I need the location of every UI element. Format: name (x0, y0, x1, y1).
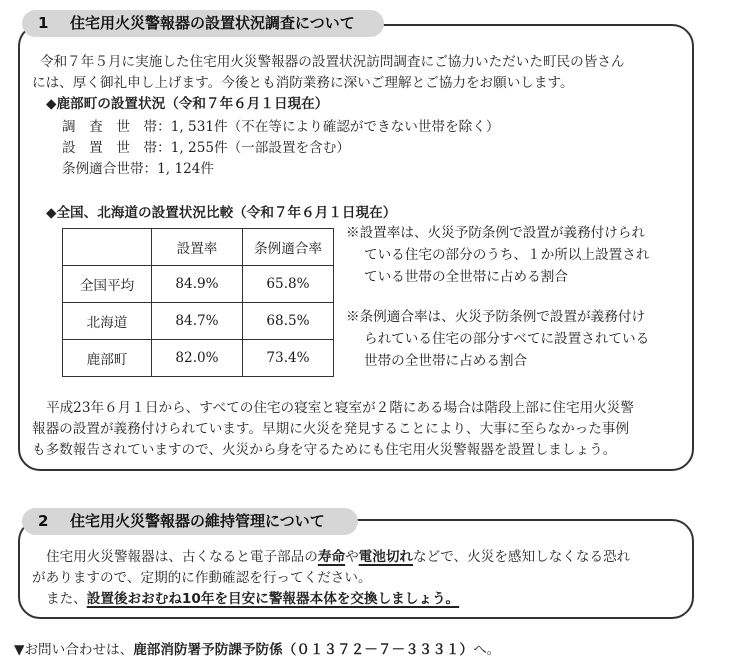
table-cell: 73.4% (243, 340, 334, 377)
note-install-rate-2: ている住宅の部分のうち、１か所以上設置され (364, 247, 650, 263)
contact-line (14, 640, 500, 660)
table-row-label: 全国平均 (63, 266, 152, 303)
status-line-surveyed: 調 査 世 帯：1, 531件（不在等により確認ができない世帯を除く） (62, 119, 500, 135)
note-compliance-rate-1: ※条例適合率は、火災予防条例で設置が義務付け (346, 309, 646, 325)
comparison-table (62, 228, 334, 377)
table-row (63, 303, 334, 340)
table-row (63, 266, 334, 303)
table-row-label: 鹿部町 (63, 340, 152, 377)
maintenance-text: などで、火災を感知しなくなる恐れ (413, 549, 631, 565)
replace-advice: 設置後おおむね10年を目安に警報器本体を交換しましょう。 (86, 591, 460, 607)
status-heading: ◆鹿部町の設置状況（令和７年６月１日現在） (46, 96, 329, 112)
closing-line-3: も多数報告されていますので、火災から身を守るためにも住宅用火災警報器を設置しましょう。 (32, 442, 617, 458)
table-header-row (63, 229, 334, 266)
maintenance-line-2: がありますので、定期的に作動確認を行ってください。 (32, 570, 372, 586)
note-install-rate-3: ている世帯の全世帯に占める割合 (364, 269, 568, 285)
contact-info: 鹿部消防署予防課予防係（０１３７２－７－３３３１） (133, 642, 474, 658)
table-header-cell: 設置率 (152, 229, 243, 266)
lifespan-highlight: 寿命 (317, 549, 346, 565)
table-cell: 82.0% (152, 340, 243, 377)
section2-number: 2 (38, 512, 49, 530)
intro-line-2: には、厚く御礼申し上げます。今後とも消防業務に深いご理解とご協力をお願いします。 (32, 75, 574, 91)
note-compliance-rate-3: 世帯の全世帯に占める割合 (364, 353, 528, 369)
table-cell: 65.8% (243, 266, 334, 303)
status-line-compliant: 条例適合世帯：1, 124件 (62, 161, 214, 177)
maintenance-text: や (345, 549, 359, 565)
closing-line-2: 報器の設置が義務付けられています。早期に火災を発見することにより、大事に至らなかった事例 (32, 421, 630, 437)
section1-number: 1 (38, 14, 49, 32)
maintenance-text: また、 (46, 591, 87, 607)
intro-line-1: 令和７年５月に実施した住宅用火災警報器の設置状況訪問調査にご協力いただいた町民の皆さん (40, 54, 625, 70)
section2-title (22, 508, 358, 535)
comparison-heading: ◆全国、北海道の設置状況比較（令和７年６月１日現在） (46, 205, 397, 221)
section2-title-text: 住宅用火災警報器の維持管理について (70, 512, 325, 530)
maintenance-line-3 (46, 589, 459, 609)
table-header-cell (63, 229, 152, 266)
maintenance-line-1 (46, 547, 630, 567)
contact-suffix: へ。 (473, 642, 501, 658)
table-row-label: 北海道 (63, 303, 152, 340)
table-cell: 68.5% (243, 303, 334, 340)
battery-highlight: 電池切れ (358, 549, 414, 565)
section1-title-text: 住宅用火災警報器の設置状況調査について (70, 14, 355, 32)
closing-line-1: 平成23年６月１日から、すべての住宅の寝室と寝室が２階にある場合は階段上部に住宅用火災警 (46, 400, 634, 416)
table-row (63, 340, 334, 377)
table-cell: 84.9% (152, 266, 243, 303)
maintenance-text: 住宅用火災警報器は、古くなると電子部品の (46, 549, 318, 565)
note-compliance-rate-2: られている住宅の部分すべてに設置されている (364, 331, 650, 347)
section1-title (22, 10, 384, 37)
note-install-rate-1: ※設置率は、火災予防条例で設置が義務付けられ (346, 225, 646, 241)
table-cell: 84.7% (152, 303, 243, 340)
table-header-cell: 条例適合率 (243, 229, 334, 266)
contact-prefix: ▼お問い合わせは、 (14, 642, 134, 658)
status-line-installed: 設 置 世 帯：1, 255件（一部設置を含む） (62, 140, 350, 156)
